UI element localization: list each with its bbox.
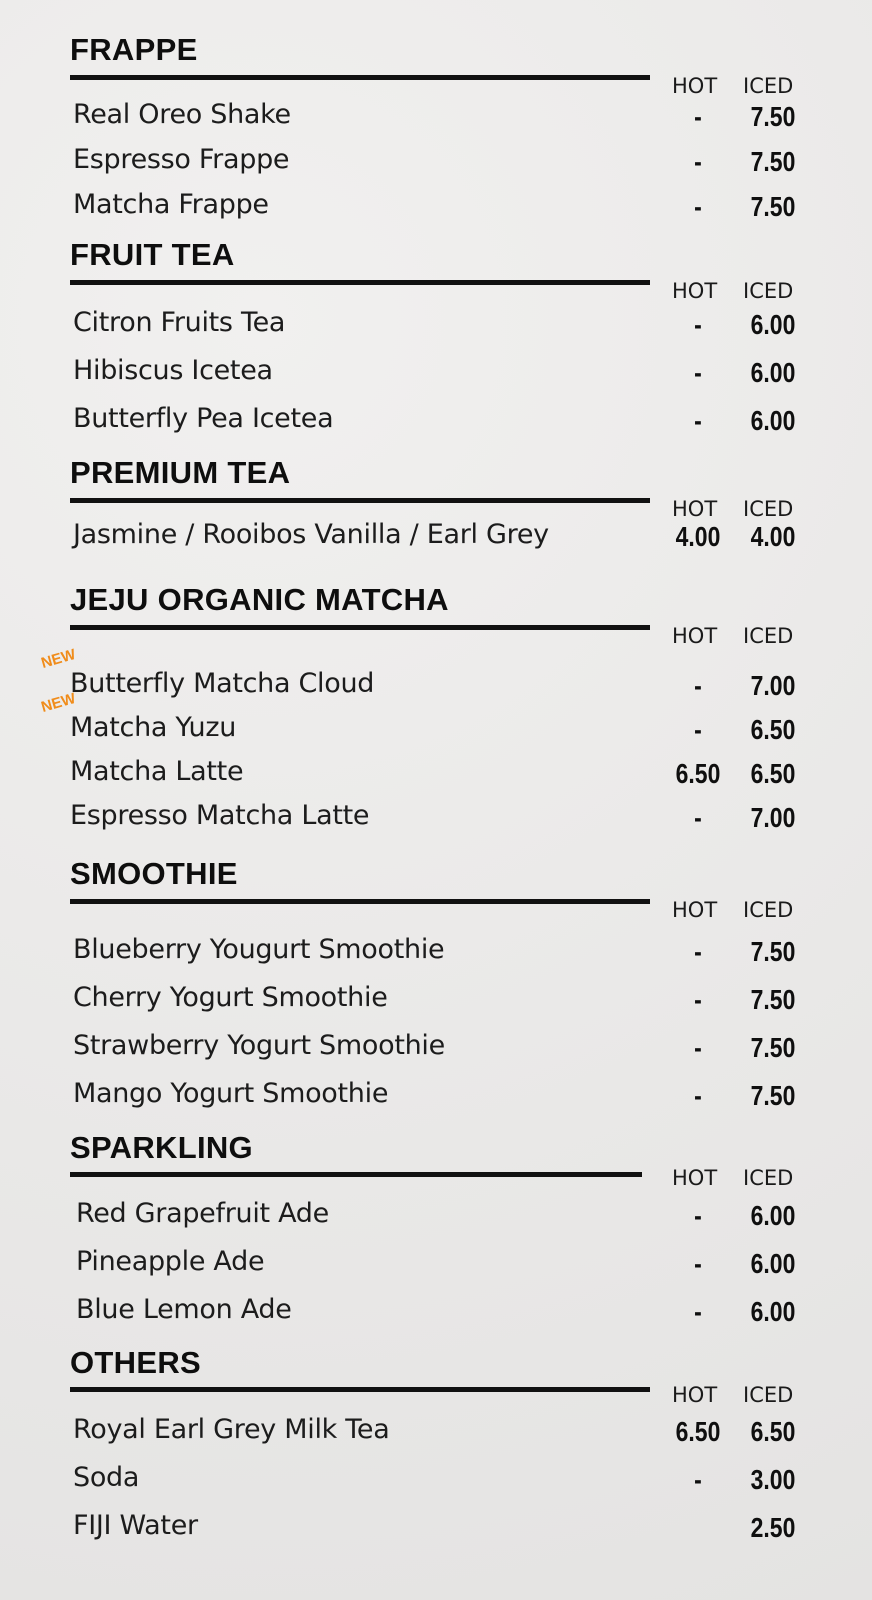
iced-price: 6.00 — [750, 405, 796, 436]
iced-price: 4.00 — [750, 521, 796, 552]
menu-item — [0, 515, 872, 559]
item-name: Jasmine / Rooibos Vanilla / Earl Grey — [73, 519, 549, 550]
hot-price: - — [694, 101, 702, 132]
item-name: FIJI Water — [73, 1510, 198, 1541]
menu-item — [0, 930, 872, 974]
iced-price: 7.00 — [750, 670, 796, 701]
column-header-hot: HOT — [672, 1383, 718, 1407]
section-divider — [70, 1387, 650, 1392]
hot-price: - — [694, 1032, 702, 1063]
hot-price: - — [694, 357, 702, 388]
menu-item — [0, 978, 872, 1022]
item-name: Matcha Yuzu — [70, 712, 237, 743]
section-title: JEJU ORGANIC MATCHA — [70, 582, 449, 617]
column-header-iced: ICED — [743, 279, 794, 303]
iced-price: 7.00 — [750, 802, 796, 833]
hot-price: 6.50 — [675, 1416, 721, 1447]
iced-price: 6.00 — [750, 357, 796, 388]
item-name: Blueberry Yougurt Smoothie — [73, 934, 445, 965]
item-name: Blue Lemon Ade — [76, 1294, 292, 1325]
iced-price: 3.00 — [750, 1464, 796, 1495]
iced-price: 6.00 — [750, 1200, 796, 1231]
hot-price: - — [694, 309, 702, 340]
iced-price: 6.50 — [750, 1416, 796, 1447]
section-title: PREMIUM TEA — [70, 455, 291, 490]
iced-price: 6.00 — [750, 309, 796, 340]
iced-price: 6.00 — [750, 1296, 796, 1327]
column-header-iced: ICED — [743, 74, 794, 98]
hot-price: - — [694, 1080, 702, 1111]
menu-item — [0, 646, 872, 708]
new-badge: NEW — [39, 690, 78, 716]
item-name: Real Oreo Shake — [73, 99, 291, 130]
section-divider — [70, 1172, 642, 1177]
menu-item — [0, 1290, 872, 1334]
hot-price: - — [694, 802, 702, 833]
item-name: Royal Earl Grey Milk Tea — [73, 1414, 390, 1445]
menu-item — [0, 303, 872, 347]
item-name: Red Grapefruit Ade — [76, 1198, 329, 1229]
menu-item — [0, 185, 872, 229]
item-name: Hibiscus Icetea — [73, 355, 273, 386]
section-divider — [70, 625, 650, 630]
iced-price: 7.50 — [750, 191, 796, 222]
iced-price: 6.50 — [750, 758, 796, 789]
item-name: Soda — [73, 1462, 140, 1493]
column-header-hot: HOT — [672, 74, 718, 98]
section-divider — [70, 899, 650, 904]
iced-price: 2.50 — [750, 1512, 796, 1543]
item-name: Espresso Frappe — [73, 144, 290, 175]
item-name: Matcha Latte — [70, 756, 244, 787]
column-header-iced: ICED — [743, 1383, 794, 1407]
item-name: Strawberry Yogurt Smoothie — [73, 1030, 445, 1061]
column-header-hot: HOT — [672, 279, 718, 303]
section-title: SPARKLING — [70, 1130, 253, 1165]
column-header-iced: ICED — [743, 497, 794, 521]
hot-price: 4.00 — [675, 521, 721, 552]
column-header-hot: HOT — [672, 898, 718, 922]
hot-price: - — [694, 936, 702, 967]
section-divider — [70, 75, 650, 80]
menu-item — [0, 1026, 872, 1070]
menu-item — [0, 1506, 872, 1550]
hot-price: 6.50 — [675, 758, 721, 789]
item-name: Butterfly Matcha Cloud — [70, 668, 375, 699]
menu-item — [0, 1410, 872, 1454]
iced-price: 7.50 — [750, 146, 796, 177]
iced-price: 6.50 — [750, 714, 796, 745]
menu-item — [0, 351, 872, 395]
item-name: Cherry Yogurt Smoothie — [73, 982, 388, 1013]
menu-item — [0, 1194, 872, 1238]
menu-item — [0, 752, 872, 796]
iced-price: 7.50 — [750, 1080, 796, 1111]
hot-price: - — [694, 146, 702, 177]
hot-price: - — [694, 1200, 702, 1231]
menu-item — [0, 399, 872, 443]
iced-price: 7.50 — [750, 936, 796, 967]
section-divider — [70, 498, 650, 503]
column-header-iced: ICED — [743, 624, 794, 648]
item-name: Butterfly Pea Icetea — [73, 403, 334, 434]
menu-item — [0, 1074, 872, 1118]
section-title: OTHERS — [70, 1345, 201, 1380]
section-title: FRUIT TEA — [70, 237, 235, 272]
menu-item — [0, 1458, 872, 1502]
iced-price: 7.50 — [750, 984, 796, 1015]
section-title: SMOOTHIE — [70, 856, 238, 891]
iced-price: 7.50 — [750, 101, 796, 132]
item-name: Espresso Matcha Latte — [70, 800, 370, 831]
item-name: Pineapple Ade — [76, 1246, 265, 1277]
iced-price: 6.00 — [750, 1248, 796, 1279]
column-header-hot: HOT — [672, 1166, 718, 1190]
menu-item — [0, 1242, 872, 1286]
hot-price: - — [694, 405, 702, 436]
menu-item — [0, 140, 872, 184]
menu-item — [0, 796, 872, 840]
hot-price: - — [694, 984, 702, 1015]
column-header-iced: ICED — [743, 1166, 794, 1190]
column-header-iced: ICED — [743, 898, 794, 922]
column-header-hot: HOT — [672, 624, 718, 648]
menu-item — [0, 95, 872, 139]
hot-price: - — [694, 670, 702, 701]
hot-price: - — [694, 1296, 702, 1327]
item-name: Mango Yogurt Smoothie — [73, 1078, 389, 1109]
item-name: Matcha Frappe — [73, 189, 269, 220]
hot-price: - — [694, 1248, 702, 1279]
new-badge: NEW — [39, 646, 78, 672]
iced-price: 7.50 — [750, 1032, 796, 1063]
hot-price: - — [694, 714, 702, 745]
column-header-hot: HOT — [672, 497, 718, 521]
menu-item — [0, 690, 872, 752]
section-title: FRAPPE — [70, 32, 198, 67]
section-divider — [70, 280, 650, 285]
hot-price: - — [694, 191, 702, 222]
hot-price: - — [694, 1464, 702, 1495]
item-name: Citron Fruits Tea — [73, 307, 286, 338]
